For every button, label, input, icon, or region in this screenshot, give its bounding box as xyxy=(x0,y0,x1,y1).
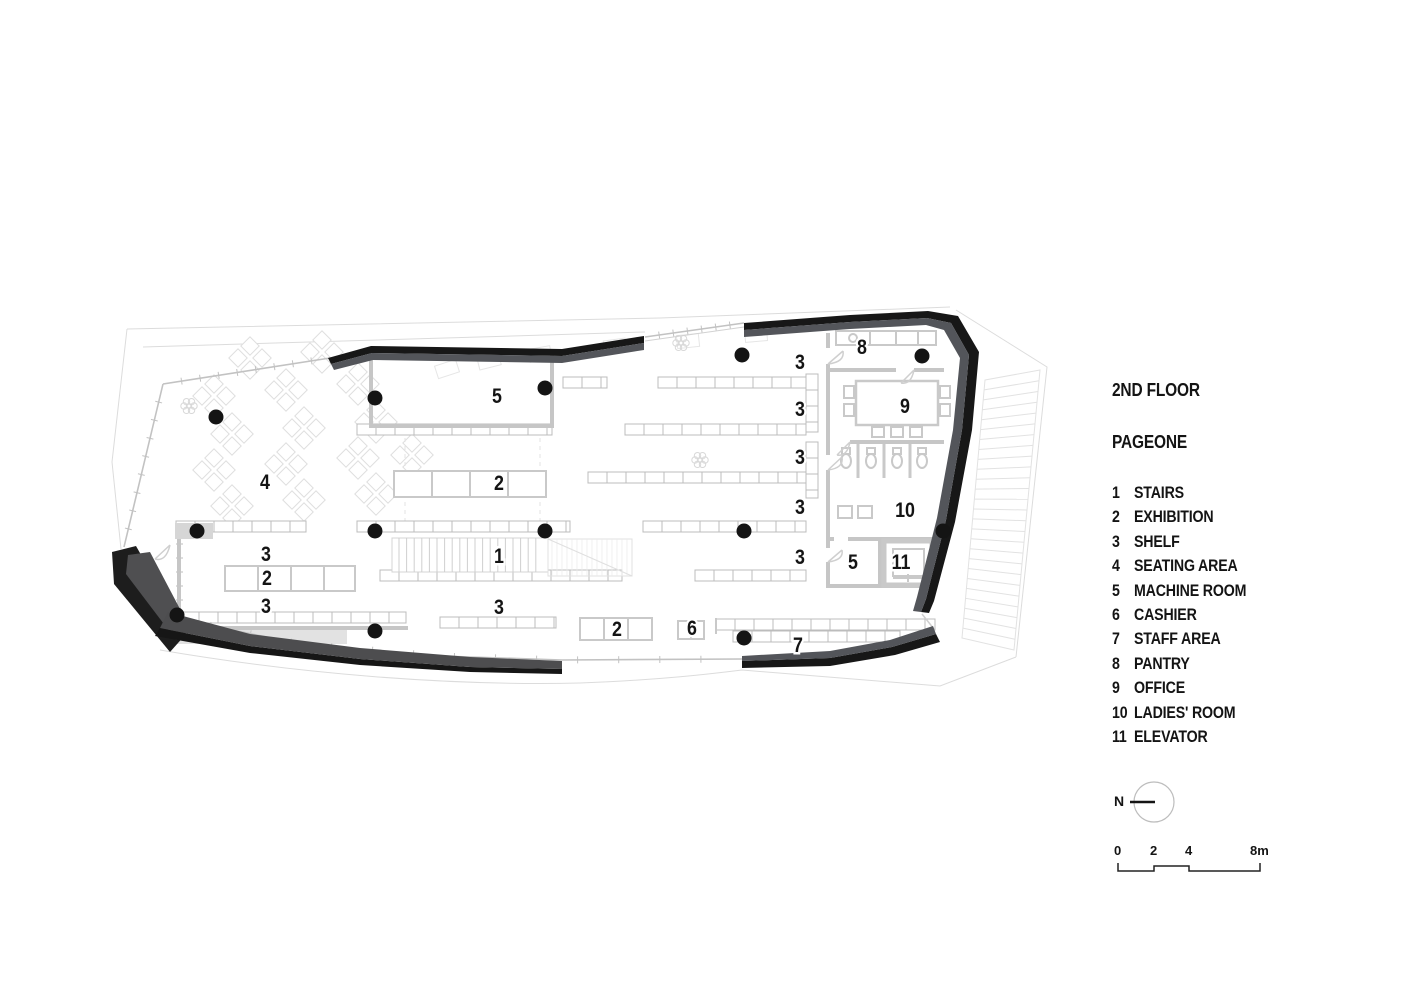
room-label-5: 5 xyxy=(492,384,502,409)
legend-item-label: ELEVATOR xyxy=(1134,727,1208,746)
room-label-3: 3 xyxy=(261,594,271,619)
scale-tick-label: 8m xyxy=(1250,843,1269,858)
legend-item-label: SEATING AREA xyxy=(1134,557,1238,576)
column-dot xyxy=(538,524,553,539)
legend-item-1 xyxy=(1112,484,1402,508)
legend-item-number: 5 xyxy=(1112,581,1120,600)
scale-tick-label: 0 xyxy=(1114,843,1122,858)
legend-item-number: 7 xyxy=(1112,630,1120,649)
legend-item-label: PANTRY xyxy=(1134,654,1190,673)
legend-item-label: OFFICE xyxy=(1134,679,1186,698)
room-label-7: 7 xyxy=(793,633,803,658)
column-dot xyxy=(737,631,752,646)
legend-item-label: EXHIBITION xyxy=(1134,508,1214,527)
room-label-3: 3 xyxy=(494,595,504,620)
room-label-2: 2 xyxy=(262,566,272,591)
legend-panel xyxy=(1112,380,1402,752)
room-label-3: 3 xyxy=(795,350,805,375)
column-dot xyxy=(209,410,224,425)
scale-bar xyxy=(1112,843,1287,877)
legend-item-label: STAIRS xyxy=(1134,484,1184,502)
legend-item-number: 3 xyxy=(1112,532,1120,551)
legend-item-7 xyxy=(1112,630,1402,654)
room-label-3: 3 xyxy=(795,495,805,520)
legend-item-number: 2 xyxy=(1112,508,1120,527)
column-dot xyxy=(737,524,752,539)
column-dot xyxy=(368,624,383,639)
legend-item-number: 6 xyxy=(1112,605,1120,624)
floor-title-text: 2ND FLOOR xyxy=(1112,380,1200,400)
scale-tick-label: 4 xyxy=(1185,843,1193,858)
north-indicator xyxy=(1106,778,1206,828)
room-label-6: 6 xyxy=(687,616,697,641)
legend-item-5 xyxy=(1112,582,1402,606)
legend-item-10 xyxy=(1112,704,1402,728)
column-dot xyxy=(735,348,750,363)
column-dot xyxy=(915,349,930,364)
room-label-11: 11 xyxy=(891,550,911,575)
room-label-8: 8 xyxy=(857,335,867,360)
scale-bar-line xyxy=(1118,863,1260,871)
shelf-rows xyxy=(176,374,935,642)
legend-item-number: 4 xyxy=(1112,557,1120,576)
scale-tick-label: 2 xyxy=(1150,843,1158,858)
floor-title xyxy=(1112,380,1402,401)
project-title-text: PAGEONE xyxy=(1112,432,1188,452)
legend-list xyxy=(1112,484,1402,752)
room-label-4: 4 xyxy=(260,470,270,495)
room-label-9: 9 xyxy=(900,394,910,419)
north-label: N xyxy=(1114,793,1125,809)
room-label-1: 1 xyxy=(494,544,504,569)
legend-item-4 xyxy=(1112,557,1402,581)
legend-item-label: SHELF xyxy=(1134,532,1180,551)
room-label-3: 3 xyxy=(261,542,271,567)
legend-item-number: 11 xyxy=(1112,727,1127,746)
legend-item-label: MACHINE ROOM xyxy=(1134,581,1247,600)
column-dot xyxy=(538,381,553,396)
room-label-5: 5 xyxy=(848,550,858,575)
exterior-stair xyxy=(962,370,1040,650)
legend-item-6 xyxy=(1112,606,1402,630)
column-dot xyxy=(170,608,185,623)
legend-item-11 xyxy=(1112,728,1402,752)
legend-item-number: 9 xyxy=(1112,679,1120,698)
project-title xyxy=(1112,432,1402,453)
room-label-10: 10 xyxy=(895,498,915,523)
room-label-3: 3 xyxy=(795,445,805,470)
room-label-3: 3 xyxy=(795,397,805,422)
column-dot xyxy=(368,524,383,539)
room-label-3: 3 xyxy=(795,545,805,570)
legend-item-number: 10 xyxy=(1112,703,1128,722)
legend-item-9 xyxy=(1112,679,1402,703)
legend-item-number: 1 xyxy=(1112,484,1120,502)
column-dot xyxy=(368,391,383,406)
legend-item-3 xyxy=(1112,533,1402,557)
legend-item-label: LADIES' ROOM xyxy=(1134,703,1236,722)
column-dot xyxy=(936,524,951,539)
legend-item-label: CASHIER xyxy=(1134,605,1197,624)
legend-item-8 xyxy=(1112,655,1402,679)
legend-item-label: STAFF AREA xyxy=(1134,630,1221,649)
column-dot xyxy=(190,524,205,539)
north-arrow-icon xyxy=(1106,778,1206,828)
legend-item-2 xyxy=(1112,508,1402,532)
legend-item-number: 8 xyxy=(1112,654,1120,673)
room-label-2: 2 xyxy=(494,471,504,496)
room-label-2: 2 xyxy=(612,617,622,642)
